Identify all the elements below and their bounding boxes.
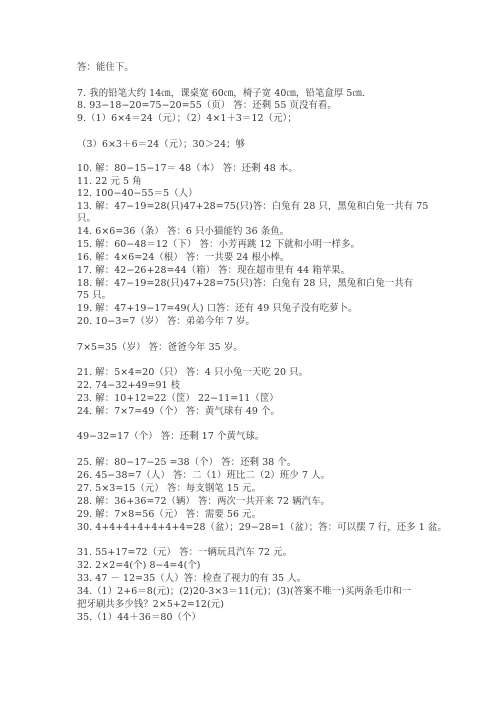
answer-line: 15. 解：60−48＝12（下） 答：小芳再跳 12 下就和小明一样多。 bbox=[77, 239, 360, 250]
answer-line: 把牙刷共多少钱？2×5+2=12(元) bbox=[77, 599, 224, 610]
answer-line: 34.（1）2+6＝8(元)；(2)20-3×3＝11(元)；(3)(答案不唯一)买两条毛巾和一 bbox=[77, 586, 412, 597]
answer-line: 7. 我的铅笔大约 14㎝，课桌宽 60㎝，椅子宽 40㎝，铅笔盒厚 5㎝. bbox=[77, 88, 366, 99]
answer-line: 27. 5×3=15（元） 答：每支钢笔 15 元。 bbox=[77, 483, 262, 494]
answer-line: 22. 74−32+49=91 枝 bbox=[77, 380, 181, 391]
answer-line: 35.（1）44＋36＝80（个） bbox=[77, 612, 201, 623]
answer-line: 32. 2×2=4(个) 8−4=4(个) bbox=[77, 560, 201, 571]
answer-line: 31. 55+17=72（元） 答：一辆玩具汽车 72 元。 bbox=[77, 547, 293, 558]
answer-line: 9.（1）6×4＝24（元）；（2）4×1＋3＝12（元）； bbox=[77, 113, 297, 124]
answer-line: 14. 6×6=36（条） 答：6 只小猫能钓 36 条鱼。 bbox=[77, 226, 290, 237]
answer-line: （3）6×3＋6＝24（元）；30＞24；够 bbox=[77, 139, 246, 150]
answer-line: 11. 22 元 5 角 bbox=[77, 176, 142, 187]
answer-line: 7×5=35（岁） 答：爸爸今年 35 岁。 bbox=[77, 342, 243, 353]
answer-line: 13. 解：47−19=28(只)47+28=75(只)答：白兔有 28 只，黑兔和白兔一共有 75 bbox=[77, 201, 429, 212]
answer-line: 30. 4+4+4+4+4+4+4=28（盆）；29−28=1（盆）；答：可以摆 7 行，还多 1 盆。 bbox=[77, 522, 447, 533]
answer-line: 17. 解：42−26+28=44（箱） 答：现在超市里有 44 箱苹果。 bbox=[77, 265, 351, 276]
answer-line: 26. 45−38=7（人） 答：二（1）班比二（2）班少 7 人。 bbox=[77, 470, 331, 481]
answer-line: 16. 解：4×6=24（根） 答：一共要 24 根小棒。 bbox=[77, 252, 290, 263]
answer-line: 23. 解：10+12=22（筐） 22−11=11（筐） bbox=[77, 393, 279, 404]
answer-line: 21. 解：5×4=20（只） 答：4 只小兔一天吃 20 只。 bbox=[77, 367, 309, 378]
answer-line: 29. 解：7×8=56（元） 答：需要 56 元。 bbox=[77, 509, 262, 520]
answer-line: 答：能住下。 bbox=[77, 62, 134, 73]
answer-line: 10. 解：80−15−17＝ 48（本） 答：还剩 48 本。 bbox=[77, 163, 298, 174]
answer-line: 75 只。 bbox=[77, 290, 112, 301]
answer-line: 49−32=17（个） 答：还剩 17 个黄气球。 bbox=[77, 431, 265, 442]
answer-line: 8. 93−18−20=75−20=55（页） 答：还剩 55 页没有看。 bbox=[77, 100, 337, 111]
answer-line: 19. 解：47+19−17=49(人) 口答：还有 49 只兔子没有吃萝卜。 bbox=[77, 303, 358, 314]
answer-line: 24. 解：7×7=49（个） 答：黄气球有 49 个。 bbox=[77, 406, 281, 417]
answer-line: 18. 解：47−19=28(只)47+28=75(只)答：白兔有 28 只，黑兔和白兔一共有 bbox=[77, 278, 414, 289]
answer-line: 12. 100−40−55＝5（人） bbox=[77, 188, 198, 199]
answer-line: 28. 解：36+36=72（辆） 答：两次一共开来 72 辆汽车。 bbox=[77, 496, 331, 507]
answer-line: 33. 47 － 12=35（人）答：检查了视力的有 35 人。 bbox=[77, 573, 307, 584]
answer-line: 20. 10−3=7（岁） 答：弟弟今年 7 岁。 bbox=[77, 316, 255, 327]
answer-line: 25. 解：80−17−25 =38（个） 答：还剩 38 个。 bbox=[77, 457, 297, 468]
answer-line: 只。 bbox=[77, 213, 96, 224]
